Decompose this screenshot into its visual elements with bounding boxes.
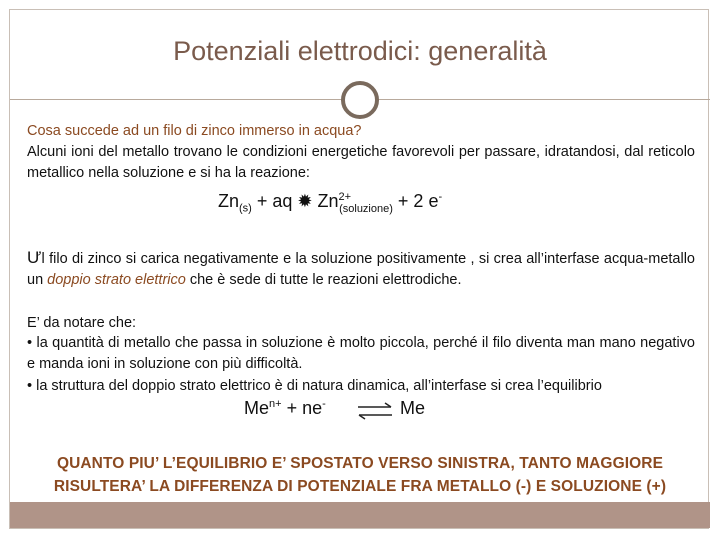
eq2-ne-charge: - xyxy=(322,398,326,410)
eq-electrons-charge: - xyxy=(438,191,443,203)
reaction-equation-zinc xyxy=(218,191,442,215)
slide-title: Potenziali elettrodici: generalità xyxy=(173,36,547,66)
note-item-2: • la struttura del doppio strato elettrico è di natura dinamica, all’interfase si crea l’equilibrio xyxy=(27,378,602,394)
eq-plus-aq: + aq xyxy=(256,191,293,211)
double-layer-highlight: doppio strato elettrico xyxy=(47,272,186,288)
eq-electrons: + 2 e xyxy=(397,191,439,211)
paragraph-double-layer xyxy=(27,247,695,291)
para2-end: che è sede di tutte le reazioni elettrodiche. xyxy=(185,272,462,288)
para2-start: l filo di zinco si carica negativamente e la soluzione positivamente , si crea all’interfase acqua-metallo un xyxy=(27,251,695,288)
circle-ornament-icon xyxy=(341,81,379,119)
eq-zn-ion-charge: 2+ xyxy=(338,191,352,203)
question-text: Cosa succede ad un filo di zinco immerso in acqua? xyxy=(27,123,362,139)
eq-zn-state: (s) xyxy=(239,202,252,215)
conclusion-line-2: RISULTERA’ LA DIFFERENZA DI POTENZIALE FRA METALLO (-) E SOLUZIONE (+) xyxy=(53,478,667,495)
bullet-mark: Ư xyxy=(27,248,42,267)
reaction-arrow-icon: ✹ xyxy=(297,191,313,211)
conclusion-line-1: QUANTO PIU’ L’EQUILIBRIO E’ SPOSTATO VERSO SINISTRA, TANTO MAGGIORE xyxy=(56,455,664,472)
eq2-me-charge: n+ xyxy=(269,398,282,410)
conclusion-text xyxy=(20,452,700,498)
footer-bar xyxy=(10,502,710,528)
note-title: E’ da notare che: xyxy=(27,315,137,331)
eq2-product: Me xyxy=(400,398,426,418)
note-item-1: • la quantità di metallo che passa in soluzione è molto piccola, perché il filo diventa man mano negativo e manda ioni in soluzione con più difficoltà. xyxy=(27,335,695,372)
eq-zn-ion-state: (soluzione) xyxy=(339,202,393,215)
eq2-plus-ne: + ne xyxy=(286,398,323,418)
eq-zn: Zn xyxy=(218,191,240,211)
eq2-me: Me xyxy=(244,398,270,418)
equilibrium-equation xyxy=(244,398,326,419)
eq-zn-ion: Zn xyxy=(317,191,339,211)
paragraph-intro: Alcuni ioni del metallo trovano le condizioni energetiche favorevoli per passare, idratandosi, dal reticolo metallico nella soluzione e si ha la reazione: xyxy=(27,144,695,181)
equilibrium-arrows-icon xyxy=(355,401,395,421)
